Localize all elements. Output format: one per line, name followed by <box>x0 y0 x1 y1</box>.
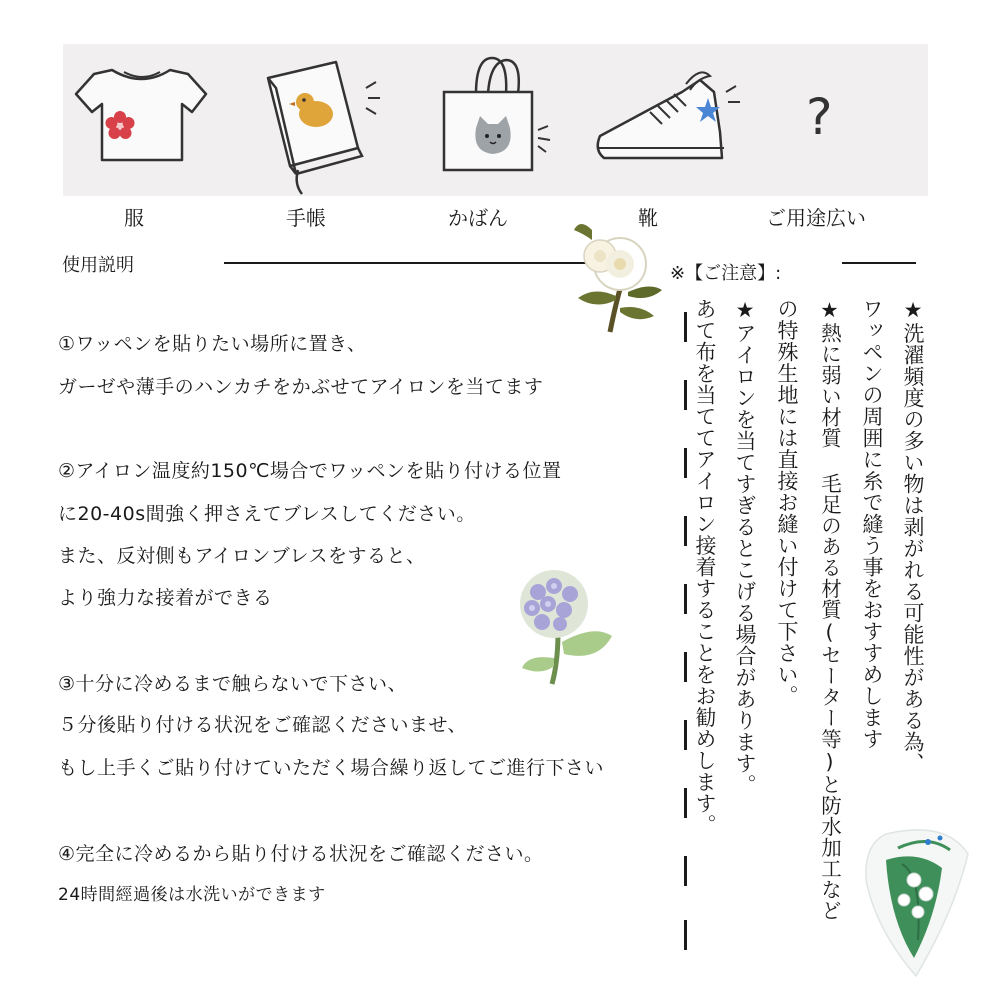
caution-column: ★熱に弱い材質 毛足のある材質(セーター等)と防水加工など <box>817 298 842 921</box>
use-label-bag: かばん <box>448 206 508 230</box>
divider-dash <box>684 312 687 342</box>
instructions-title: 使用説明 <box>62 255 134 276</box>
instructions-title-rule <box>224 262 594 264</box>
caution-column: あて布を当ててアイロン接着することをお勧めします。 <box>693 298 717 836</box>
divider-dash <box>684 856 687 886</box>
instruction-line: ①ワッペンを貼りたい場所に置き、 <box>58 333 367 355</box>
use-label-notebook: 手帳 <box>286 206 326 230</box>
use-label-other: ご用途広い <box>766 206 866 230</box>
tshirt-icon <box>72 60 210 168</box>
hydrangea-patch-icon <box>508 562 616 690</box>
use-label-clothes: 服 <box>124 206 144 230</box>
divider-dash <box>684 448 687 478</box>
divider-dash <box>684 652 687 682</box>
instruction-line: また、反対側もアイロンブレスをすると、 <box>58 545 426 567</box>
caution-title-rule <box>842 262 916 264</box>
use-label-shoes: 靴 <box>638 206 658 230</box>
lily-of-the-valley-patch-icon <box>856 820 974 982</box>
divider-dash <box>684 788 687 818</box>
divider-dash <box>684 516 687 546</box>
divider-dash <box>684 720 687 750</box>
instruction-line: に20-40s間強く押さえてブレスしてください。 <box>58 503 476 525</box>
tote-bag-icon <box>436 52 556 180</box>
caution-column: の特殊生地には直接お縫い付けて下さい。 <box>775 298 799 707</box>
instruction-line: ガーゼや薄手のハンカチをかぶせてアイロンを当てます <box>58 376 544 398</box>
question-mark-icon: ? <box>806 88 833 146</box>
caution-column: ★アイロンを当てすぎるとこげる場合があります。 <box>733 298 757 796</box>
caution-title: ※【ご注意】: <box>670 263 782 284</box>
instruction-line: ④完全に冷めるから貼り付ける状況をご確認ください。 <box>58 843 544 865</box>
notebook-icon <box>258 58 388 198</box>
instruction-line: より強力な接着ができる <box>58 587 273 609</box>
rose-patch-icon <box>570 212 670 342</box>
caution-column: ワッペンの周囲に糸で縫う事をおすすめします <box>860 298 884 750</box>
divider-dash <box>684 584 687 614</box>
sneaker-icon <box>590 62 750 174</box>
instruction-line: ５分後貼り付ける状況をご確認くださいませ、 <box>58 714 467 736</box>
instruction-line: もし上手くご貼り付けていただく場合繰り返してご進行下さい <box>58 757 605 779</box>
divider-dash <box>684 380 687 410</box>
caution-column: ★洗濯頻度の多い物は剥がれる可能性がある為、 <box>901 298 925 774</box>
instruction-line: ③十分に冷めるまで触らないで下さい、 <box>58 673 408 695</box>
divider-dash <box>684 920 687 950</box>
instruction-line: ②アイロン温度約150℃場合でワッペンを貼り付ける位置 <box>58 460 562 482</box>
instruction-line: 24時間經過後は水洗いができます <box>58 885 326 905</box>
